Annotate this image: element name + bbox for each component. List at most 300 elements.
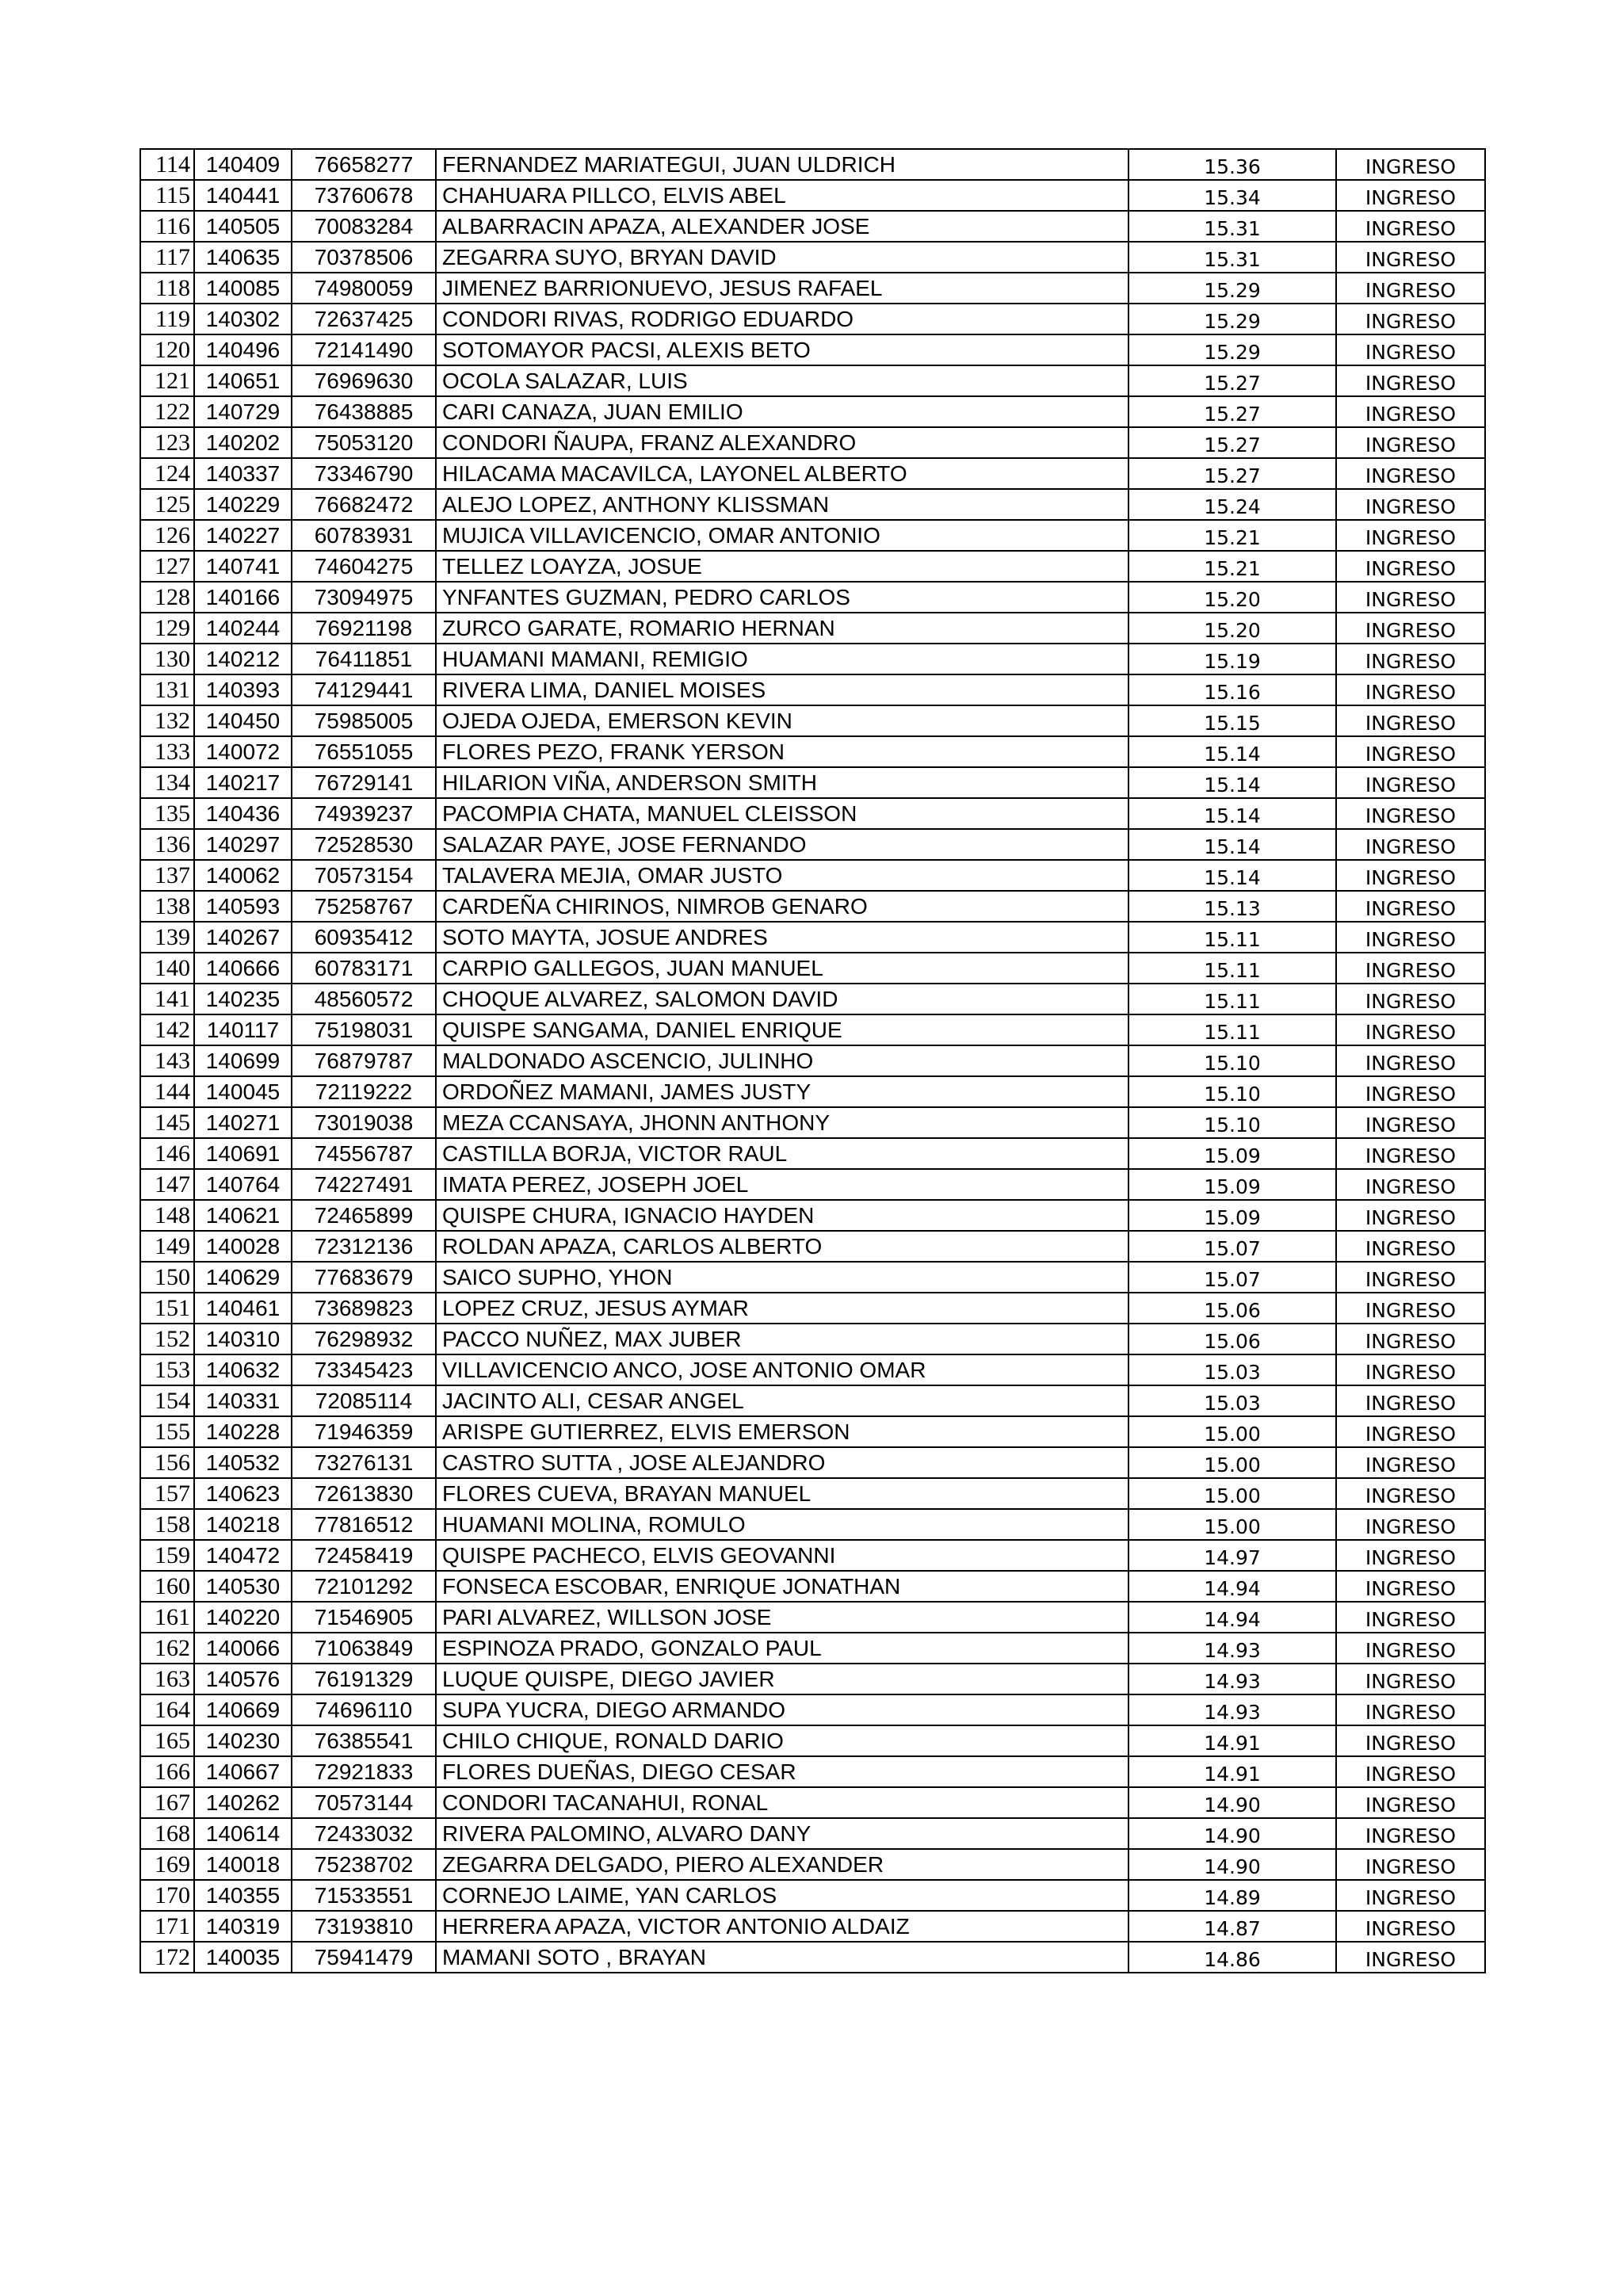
table-row — [140, 1633, 1485, 1664]
score-cell: 15.14 — [1128, 860, 1336, 891]
full-name-cell: ALEJO LOPEZ, ANTHONY KLISSMAN — [436, 489, 1128, 520]
table-row — [140, 1602, 1485, 1633]
row-number-cell: 148 — [140, 1200, 194, 1231]
status-cell: INGRESO — [1336, 1725, 1485, 1756]
applicant-code-cell: 140532 — [194, 1447, 292, 1478]
table-row — [140, 1262, 1485, 1293]
status-cell: INGRESO — [1336, 1231, 1485, 1262]
table-row — [140, 798, 1485, 829]
score-cell: 15.29 — [1128, 304, 1336, 334]
table-row — [140, 922, 1485, 953]
status-cell: INGRESO — [1336, 365, 1485, 396]
row-number-cell: 121 — [140, 365, 194, 396]
status-cell: INGRESO — [1336, 1293, 1485, 1324]
dni-number-cell: 72613830 — [292, 1478, 436, 1509]
full-name-cell: MEZA CCANSAYA, JHONN ANTHONY — [436, 1107, 1128, 1138]
full-name-cell: CONDORI RIVAS, RODRIGO EDUARDO — [436, 304, 1128, 334]
status-cell: INGRESO — [1336, 1262, 1485, 1293]
row-number-cell: 152 — [140, 1324, 194, 1354]
dni-number-cell: 73760678 — [292, 180, 436, 211]
dni-number-cell: 71546905 — [292, 1602, 436, 1633]
status-cell: INGRESO — [1336, 1911, 1485, 1942]
full-name-cell: OJEDA OJEDA, EMERSON KEVIN — [436, 705, 1128, 736]
full-name-cell: ZURCO GARATE, ROMARIO HERNAN — [436, 613, 1128, 644]
status-cell: INGRESO — [1336, 1354, 1485, 1385]
applicant-code-cell: 140337 — [194, 458, 292, 489]
status-cell: INGRESO — [1336, 705, 1485, 736]
row-number-cell: 166 — [140, 1756, 194, 1787]
full-name-cell: CONDORI TACANAHUI, RONAL — [436, 1787, 1128, 1818]
table-row — [140, 489, 1485, 520]
score-cell: 14.86 — [1128, 1942, 1336, 1973]
score-cell: 14.90 — [1128, 1849, 1336, 1880]
dni-number-cell: 70573144 — [292, 1787, 436, 1818]
status-cell: INGRESO — [1336, 1138, 1485, 1169]
row-number-cell: 157 — [140, 1478, 194, 1509]
row-number-cell: 132 — [140, 705, 194, 736]
table-row — [140, 1880, 1485, 1911]
applicant-code-cell: 140262 — [194, 1787, 292, 1818]
table-row — [140, 1818, 1485, 1849]
dni-number-cell: 76969630 — [292, 365, 436, 396]
full-name-cell: IMATA PEREZ, JOSEPH JOEL — [436, 1169, 1128, 1200]
dni-number-cell: 60783931 — [292, 520, 436, 551]
row-number-cell: 159 — [140, 1540, 194, 1571]
dni-number-cell: 75198031 — [292, 1014, 436, 1045]
score-cell: 15.14 — [1128, 736, 1336, 767]
full-name-cell: TALAVERA MEJIA, OMAR JUSTO — [436, 860, 1128, 891]
score-cell: 15.11 — [1128, 1014, 1336, 1045]
score-cell: 15.19 — [1128, 644, 1336, 674]
table-row — [140, 1293, 1485, 1324]
applicant-code-cell: 140623 — [194, 1478, 292, 1509]
applicant-code-cell: 140297 — [194, 829, 292, 860]
full-name-cell: CHILO CHIQUE, RONALD DARIO — [436, 1725, 1128, 1756]
full-name-cell: VILLAVICENCIO ANCO, JOSE ANTONIO OMAR — [436, 1354, 1128, 1385]
table-row — [140, 396, 1485, 427]
applicant-code-cell: 140072 — [194, 736, 292, 767]
table-row — [140, 458, 1485, 489]
status-cell: INGRESO — [1336, 273, 1485, 304]
table-row — [140, 334, 1485, 365]
row-number-cell: 116 — [140, 211, 194, 242]
score-cell: 15.14 — [1128, 798, 1336, 829]
score-cell: 15.27 — [1128, 427, 1336, 458]
score-cell: 15.27 — [1128, 396, 1336, 427]
row-number-cell: 145 — [140, 1107, 194, 1138]
dni-number-cell: 77816512 — [292, 1509, 436, 1540]
applicant-code-cell: 140461 — [194, 1293, 292, 1324]
applicant-code-cell: 140667 — [194, 1756, 292, 1787]
row-number-cell: 164 — [140, 1694, 194, 1725]
table-row — [140, 304, 1485, 334]
status-cell: INGRESO — [1336, 1942, 1485, 1973]
dni-number-cell: 76658277 — [292, 149, 436, 180]
status-cell: INGRESO — [1336, 1602, 1485, 1633]
score-cell: 15.10 — [1128, 1076, 1336, 1107]
row-number-cell: 151 — [140, 1293, 194, 1324]
table-row — [140, 1942, 1485, 1973]
table-row — [140, 1200, 1485, 1231]
full-name-cell: QUISPE CHURA, IGNACIO HAYDEN — [436, 1200, 1128, 1231]
row-number-cell: 149 — [140, 1231, 194, 1262]
row-number-cell: 167 — [140, 1787, 194, 1818]
dni-number-cell: 60935412 — [292, 922, 436, 953]
applicant-code-cell: 140393 — [194, 674, 292, 705]
table-row — [140, 1478, 1485, 1509]
table-row — [140, 1138, 1485, 1169]
row-number-cell: 131 — [140, 674, 194, 705]
table-row — [140, 736, 1485, 767]
table-row — [140, 674, 1485, 705]
applicant-code-cell: 140230 — [194, 1725, 292, 1756]
full-name-cell: LUQUE QUISPE, DIEGO JAVIER — [436, 1664, 1128, 1694]
table-row — [140, 984, 1485, 1014]
status-cell: INGRESO — [1336, 304, 1485, 334]
score-cell: 14.94 — [1128, 1602, 1336, 1633]
table-row — [140, 365, 1485, 396]
row-number-cell: 128 — [140, 582, 194, 613]
score-cell: 15.27 — [1128, 365, 1336, 396]
applicant-code-cell: 140436 — [194, 798, 292, 829]
status-cell: INGRESO — [1336, 829, 1485, 860]
dni-number-cell: 77683679 — [292, 1262, 436, 1293]
dni-number-cell: 72312136 — [292, 1231, 436, 1262]
applicant-code-cell: 140355 — [194, 1880, 292, 1911]
dni-number-cell: 75238702 — [292, 1849, 436, 1880]
applicant-code-cell: 140271 — [194, 1107, 292, 1138]
score-cell: 15.11 — [1128, 984, 1336, 1014]
score-cell: 15.24 — [1128, 489, 1336, 520]
dni-number-cell: 72921833 — [292, 1756, 436, 1787]
dni-number-cell: 71063849 — [292, 1633, 436, 1664]
full-name-cell: ESPINOZA PRADO, GONZALO PAUL — [436, 1633, 1128, 1664]
status-cell: INGRESO — [1336, 922, 1485, 953]
table-row — [140, 1571, 1485, 1602]
row-number-cell: 163 — [140, 1664, 194, 1694]
row-number-cell: 169 — [140, 1849, 194, 1880]
status-cell: INGRESO — [1336, 736, 1485, 767]
row-number-cell: 162 — [140, 1633, 194, 1664]
score-cell: 14.93 — [1128, 1633, 1336, 1664]
score-cell: 15.03 — [1128, 1385, 1336, 1416]
applicant-code-cell: 140267 — [194, 922, 292, 953]
full-name-cell: CARI CANAZA, JUAN EMILIO — [436, 396, 1128, 427]
status-cell: INGRESO — [1336, 1880, 1485, 1911]
dni-number-cell: 75053120 — [292, 427, 436, 458]
dni-number-cell: 48560572 — [292, 984, 436, 1014]
dni-number-cell: 73689823 — [292, 1293, 436, 1324]
applicant-code-cell: 140635 — [194, 242, 292, 273]
row-number-cell: 171 — [140, 1911, 194, 1942]
dni-number-cell: 76191329 — [292, 1664, 436, 1694]
dni-number-cell: 76879787 — [292, 1045, 436, 1076]
applicant-code-cell: 140651 — [194, 365, 292, 396]
applicant-code-cell: 140441 — [194, 180, 292, 211]
table-row — [140, 613, 1485, 644]
applicant-code-cell: 140310 — [194, 1324, 292, 1354]
dni-number-cell: 73094975 — [292, 582, 436, 613]
score-cell: 14.93 — [1128, 1664, 1336, 1694]
table-row — [140, 582, 1485, 613]
status-cell: INGRESO — [1336, 891, 1485, 922]
full-name-cell: CASTILLA BORJA, VICTOR RAUL — [436, 1138, 1128, 1169]
status-cell: INGRESO — [1336, 1076, 1485, 1107]
status-cell: INGRESO — [1336, 1571, 1485, 1602]
status-cell: INGRESO — [1336, 1509, 1485, 1540]
row-number-cell: 139 — [140, 922, 194, 953]
full-name-cell: FERNANDEZ MARIATEGUI, JUAN ULDRICH — [436, 149, 1128, 180]
applicant-code-cell: 140505 — [194, 211, 292, 242]
score-cell: 15.07 — [1128, 1231, 1336, 1262]
full-name-cell: ZEGARRA SUYO, BRYAN DAVID — [436, 242, 1128, 273]
full-name-cell: HUAMANI MOLINA, ROMULO — [436, 1509, 1128, 1540]
status-cell: INGRESO — [1336, 1540, 1485, 1571]
status-cell: INGRESO — [1336, 180, 1485, 211]
table-row — [140, 551, 1485, 582]
applicant-code-cell: 140035 — [194, 1942, 292, 1973]
applicant-code-cell: 140764 — [194, 1169, 292, 1200]
score-cell: 15.15 — [1128, 705, 1336, 736]
row-number-cell: 147 — [140, 1169, 194, 1200]
table-row — [140, 891, 1485, 922]
score-cell: 15.00 — [1128, 1478, 1336, 1509]
applicant-code-cell: 140220 — [194, 1602, 292, 1633]
dni-number-cell: 75985005 — [292, 705, 436, 736]
status-cell: INGRESO — [1336, 520, 1485, 551]
status-cell: INGRESO — [1336, 489, 1485, 520]
dni-number-cell: 74696110 — [292, 1694, 436, 1725]
applicant-code-cell: 140629 — [194, 1262, 292, 1293]
row-number-cell: 120 — [140, 334, 194, 365]
applicant-code-cell: 140472 — [194, 1540, 292, 1571]
dni-number-cell: 76438885 — [292, 396, 436, 427]
applicant-code-cell: 140691 — [194, 1138, 292, 1169]
table-row — [140, 273, 1485, 304]
table-row — [140, 1169, 1485, 1200]
table-row — [140, 1447, 1485, 1478]
dni-number-cell: 74939237 — [292, 798, 436, 829]
applicant-code-cell: 140319 — [194, 1911, 292, 1942]
results-table-body — [140, 149, 1485, 1973]
table-row — [140, 1107, 1485, 1138]
full-name-cell: ALBARRACIN APAZA, ALEXANDER JOSE — [436, 211, 1128, 242]
row-number-cell: 135 — [140, 798, 194, 829]
row-number-cell: 156 — [140, 1447, 194, 1478]
table-row — [140, 1045, 1485, 1076]
full-name-cell: QUISPE PACHECO, ELVIS GEOVANNI — [436, 1540, 1128, 1571]
dni-number-cell: 76298932 — [292, 1324, 436, 1354]
full-name-cell: CHOQUE ALVAREZ, SALOMON DAVID — [436, 984, 1128, 1014]
dni-number-cell: 70378506 — [292, 242, 436, 273]
dni-number-cell: 74556787 — [292, 1138, 436, 1169]
score-cell: 15.27 — [1128, 458, 1336, 489]
applicant-code-cell: 140212 — [194, 644, 292, 674]
table-row — [140, 1849, 1485, 1880]
applicant-code-cell: 140227 — [194, 520, 292, 551]
score-cell: 14.90 — [1128, 1787, 1336, 1818]
dni-number-cell: 70573154 — [292, 860, 436, 891]
applicant-code-cell: 140244 — [194, 613, 292, 644]
score-cell: 15.34 — [1128, 180, 1336, 211]
row-number-cell: 115 — [140, 180, 194, 211]
score-cell: 14.91 — [1128, 1756, 1336, 1787]
status-cell: INGRESO — [1336, 984, 1485, 1014]
score-cell: 15.29 — [1128, 334, 1336, 365]
row-number-cell: 172 — [140, 1942, 194, 1973]
applicant-code-cell: 140576 — [194, 1664, 292, 1694]
table-row — [140, 1231, 1485, 1262]
status-cell: INGRESO — [1336, 1324, 1485, 1354]
score-cell: 15.11 — [1128, 953, 1336, 984]
row-number-cell: 130 — [140, 644, 194, 674]
row-number-cell: 127 — [140, 551, 194, 582]
status-cell: INGRESO — [1336, 582, 1485, 613]
table-row — [140, 829, 1485, 860]
score-cell: 15.31 — [1128, 242, 1336, 273]
dni-number-cell: 73019038 — [292, 1107, 436, 1138]
applicant-code-cell: 140166 — [194, 582, 292, 613]
score-cell: 15.36 — [1128, 149, 1336, 180]
table-row — [140, 1076, 1485, 1107]
dni-number-cell: 60783171 — [292, 953, 436, 984]
status-cell: INGRESO — [1336, 396, 1485, 427]
dni-number-cell: 74129441 — [292, 674, 436, 705]
score-cell: 14.97 — [1128, 1540, 1336, 1571]
applicant-code-cell: 140593 — [194, 891, 292, 922]
full-name-cell: RIVERA PALOMINO, ALVARO DANY — [436, 1818, 1128, 1849]
table-row — [140, 1725, 1485, 1756]
applicant-code-cell: 140018 — [194, 1849, 292, 1880]
table-row — [140, 644, 1485, 674]
full-name-cell: QUISPE SANGAMA, DANIEL ENRIQUE — [436, 1014, 1128, 1045]
applicant-code-cell: 140066 — [194, 1633, 292, 1664]
score-cell: 14.87 — [1128, 1911, 1336, 1942]
score-cell: 14.89 — [1128, 1880, 1336, 1911]
status-cell: INGRESO — [1336, 1014, 1485, 1045]
status-cell: INGRESO — [1336, 1787, 1485, 1818]
table-row — [140, 1756, 1485, 1787]
row-number-cell: 124 — [140, 458, 194, 489]
dni-number-cell: 74980059 — [292, 273, 436, 304]
row-number-cell: 117 — [140, 242, 194, 273]
status-cell: INGRESO — [1336, 644, 1485, 674]
score-cell: 15.14 — [1128, 767, 1336, 798]
dni-number-cell: 73346790 — [292, 458, 436, 489]
full-name-cell: OCOLA SALAZAR, LUIS — [436, 365, 1128, 396]
full-name-cell: PARI ALVAREZ, WILLSON JOSE — [436, 1602, 1128, 1633]
table-row — [140, 427, 1485, 458]
status-cell: INGRESO — [1336, 458, 1485, 489]
table-row — [140, 520, 1485, 551]
status-cell: INGRESO — [1336, 674, 1485, 705]
row-number-cell: 140 — [140, 953, 194, 984]
dni-number-cell: 72101292 — [292, 1571, 436, 1602]
table-row — [140, 953, 1485, 984]
status-cell: INGRESO — [1336, 1633, 1485, 1664]
applicant-code-cell: 140085 — [194, 273, 292, 304]
dni-number-cell: 76385541 — [292, 1725, 436, 1756]
full-name-cell: CARDEÑA CHIRINOS, NIMROB GENARO — [436, 891, 1128, 922]
status-cell: INGRESO — [1336, 1169, 1485, 1200]
dni-number-cell: 76682472 — [292, 489, 436, 520]
applicant-code-cell: 140062 — [194, 860, 292, 891]
status-cell: INGRESO — [1336, 334, 1485, 365]
dni-number-cell: 70083284 — [292, 211, 436, 242]
score-cell: 15.09 — [1128, 1200, 1336, 1231]
full-name-cell: PACCO NUÑEZ, MAX JUBER — [436, 1324, 1128, 1354]
full-name-cell: FLORES CUEVA, BRAYAN MANUEL — [436, 1478, 1128, 1509]
results-table — [139, 148, 1486, 1973]
applicant-code-cell: 140699 — [194, 1045, 292, 1076]
status-cell: INGRESO — [1336, 1818, 1485, 1849]
dni-number-cell: 72465899 — [292, 1200, 436, 1231]
score-cell: 15.14 — [1128, 829, 1336, 860]
table-row — [140, 1509, 1485, 1540]
full-name-cell: CONDORI ÑAUPA, FRANZ ALEXANDRO — [436, 427, 1128, 458]
score-cell: 15.07 — [1128, 1262, 1336, 1293]
applicant-code-cell: 140669 — [194, 1694, 292, 1725]
score-cell: 15.21 — [1128, 520, 1336, 551]
dni-number-cell: 73345423 — [292, 1354, 436, 1385]
row-number-cell: 165 — [140, 1725, 194, 1756]
status-cell: INGRESO — [1336, 211, 1485, 242]
full-name-cell: ROLDAN APAZA, CARLOS ALBERTO — [436, 1231, 1128, 1262]
applicant-code-cell: 140028 — [194, 1231, 292, 1262]
table-row — [140, 1540, 1485, 1571]
table-row — [140, 1694, 1485, 1725]
full-name-cell: CARPIO GALLEGOS, JUAN MANUEL — [436, 953, 1128, 984]
score-cell: 15.06 — [1128, 1324, 1336, 1354]
full-name-cell: JACINTO ALI, CESAR ANGEL — [436, 1385, 1128, 1416]
dni-number-cell: 73193810 — [292, 1911, 436, 1942]
score-cell: 15.09 — [1128, 1138, 1336, 1169]
score-cell: 15.21 — [1128, 551, 1336, 582]
row-number-cell: 158 — [140, 1509, 194, 1540]
full-name-cell: ORDOÑEZ MAMANI, JAMES JUSTY — [436, 1076, 1128, 1107]
row-number-cell: 119 — [140, 304, 194, 334]
applicant-code-cell: 140235 — [194, 984, 292, 1014]
status-cell: INGRESO — [1336, 1849, 1485, 1880]
status-cell: INGRESO — [1336, 767, 1485, 798]
full-name-cell: SOTO MAYTA, JOSUE ANDRES — [436, 922, 1128, 953]
dni-number-cell: 76551055 — [292, 736, 436, 767]
row-number-cell: 155 — [140, 1416, 194, 1447]
full-name-cell: SUPA YUCRA, DIEGO ARMANDO — [436, 1694, 1128, 1725]
full-name-cell: HERRERA APAZA, VICTOR ANTONIO ALDAIZ — [436, 1911, 1128, 1942]
applicant-code-cell: 140202 — [194, 427, 292, 458]
applicant-code-cell: 140530 — [194, 1571, 292, 1602]
full-name-cell: RIVERA LIMA, DANIEL MOISES — [436, 674, 1128, 705]
full-name-cell: FONSECA ESCOBAR, ENRIQUE JONATHAN — [436, 1571, 1128, 1602]
full-name-cell: SALAZAR PAYE, JOSE FERNANDO — [436, 829, 1128, 860]
applicant-code-cell: 140632 — [194, 1354, 292, 1385]
full-name-cell: ARISPE GUTIERREZ, ELVIS EMERSON — [436, 1416, 1128, 1447]
row-number-cell: 168 — [140, 1818, 194, 1849]
status-cell: INGRESO — [1336, 1416, 1485, 1447]
full-name-cell: SAICO SUPHO, YHON — [436, 1262, 1128, 1293]
applicant-code-cell: 140218 — [194, 1509, 292, 1540]
applicant-code-cell: 140045 — [194, 1076, 292, 1107]
row-number-cell: 125 — [140, 489, 194, 520]
applicant-code-cell: 140741 — [194, 551, 292, 582]
score-cell: 15.09 — [1128, 1169, 1336, 1200]
full-name-cell: MUJICA VILLAVICENCIO, OMAR ANTONIO — [436, 520, 1128, 551]
applicant-code-cell: 140614 — [194, 1818, 292, 1849]
dni-number-cell: 72528530 — [292, 829, 436, 860]
row-number-cell: 136 — [140, 829, 194, 860]
full-name-cell: LOPEZ CRUZ, JESUS AYMAR — [436, 1293, 1128, 1324]
